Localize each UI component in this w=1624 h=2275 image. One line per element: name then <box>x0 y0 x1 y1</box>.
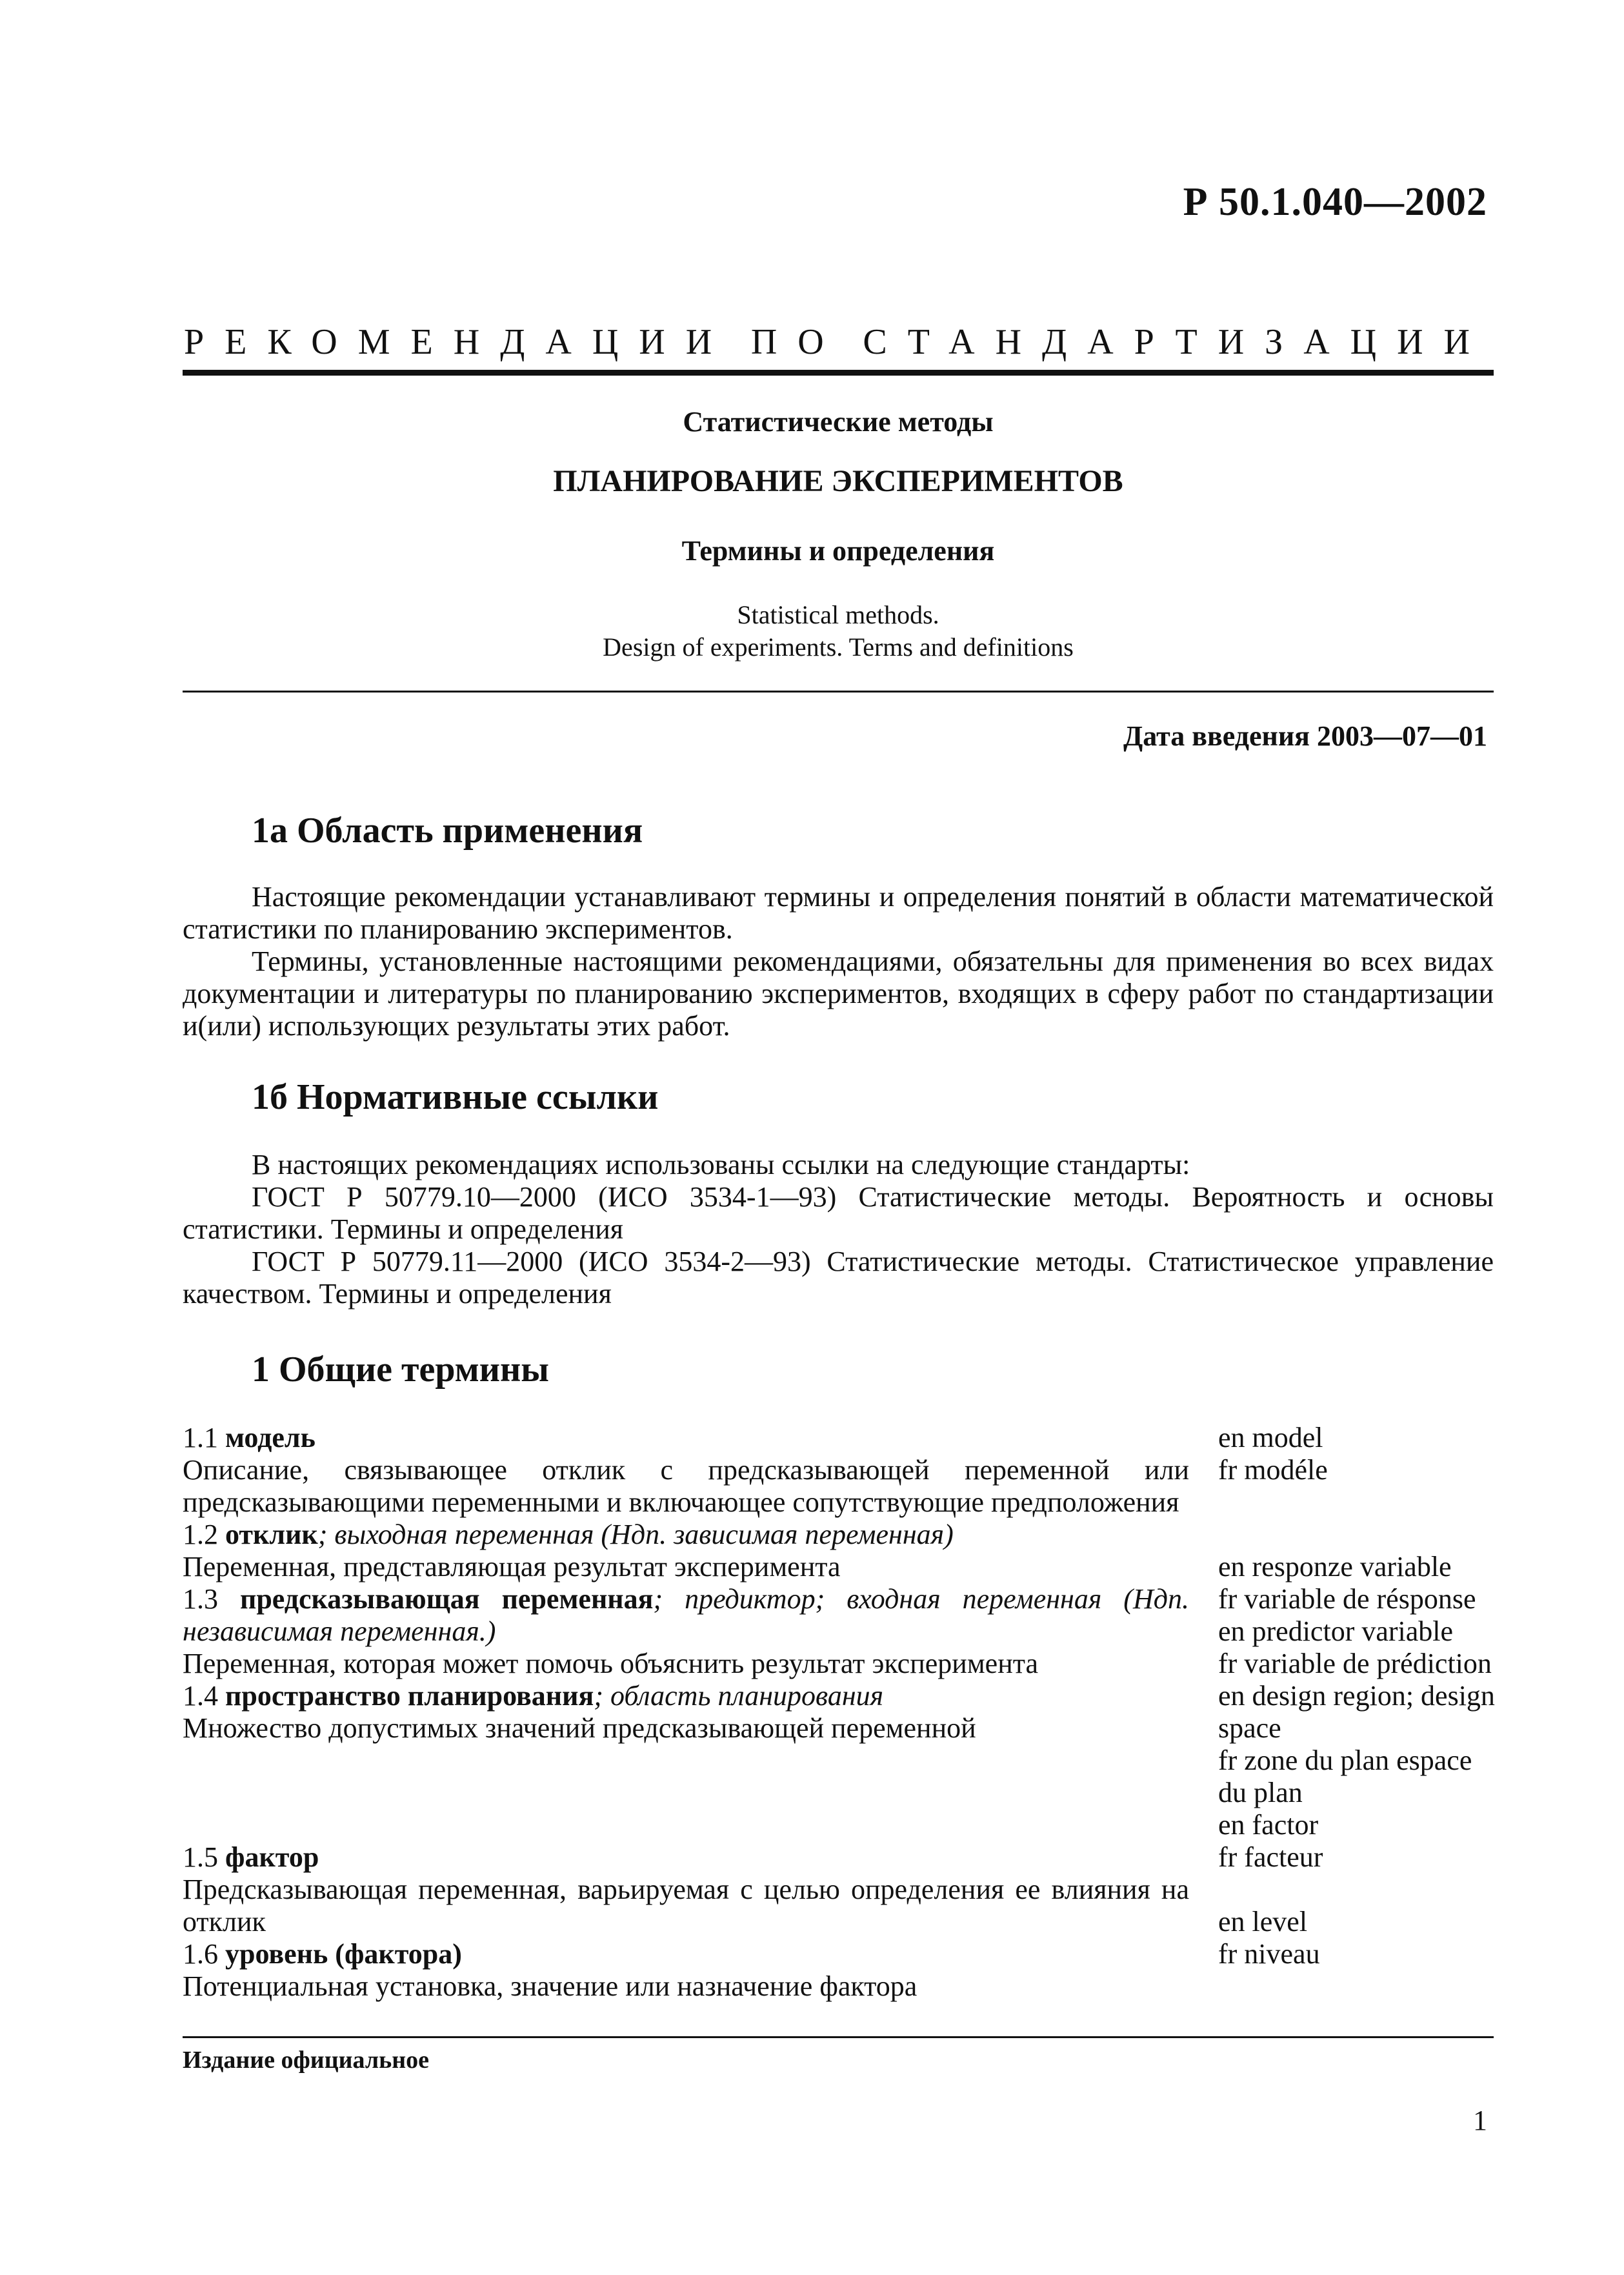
term-name: уровень (фактора) <box>225 1938 462 1970</box>
english-title <box>183 599 1494 663</box>
series-word-3: СТАНДАРТИЗАЦИИ <box>863 322 1490 362</box>
term-4-definition: Множество допустимых значений предсказывающей переменной <box>183 1712 976 1744</box>
term-4-en: en design region; design space <box>1218 1680 1495 1744</box>
section-1-heading: 1 Общие термины <box>252 1350 550 1390</box>
term-name: пространство планирования <box>225 1680 594 1712</box>
term-5-definition: Предсказывающая переменная, варьируемая с целью определения ее влияния на отклик <box>183 1874 1189 1937</box>
term-translations <box>1218 1422 1496 1970</box>
term-3-en: en predictor variable <box>1218 1615 1454 1647</box>
page-number: 1 <box>1473 2105 1487 2136</box>
term-1-fr: fr modéle <box>1218 1454 1328 1486</box>
series-word-2: ПО <box>750 322 845 362</box>
term-2-definition: Переменная, представляющая результат эксперимента <box>183 1551 841 1582</box>
subtitle: Статистические методы <box>683 406 994 438</box>
term-number: 1.1 <box>183 1422 218 1453</box>
term-5-en: en factor <box>1218 1809 1319 1841</box>
term-6-title <box>183 1938 1189 1970</box>
term-4-fr: fr zone du plan espace du plan <box>1218 1744 1472 1808</box>
header-rule <box>183 370 1494 376</box>
term-number: 1.5 <box>183 1841 218 1873</box>
series-title <box>184 321 1490 363</box>
term-synonyms: ; предиктор; входная переменная (Ндп. независимая переменная.) <box>183 1583 1189 1647</box>
term-6-en: en level <box>1218 1906 1308 1937</box>
english-title-line-1: Statistical methods. <box>737 600 939 629</box>
term-4-title <box>183 1680 1189 1712</box>
term-number: 1.2 <box>183 1519 218 1550</box>
term-2-fr: fr variable de résponse <box>1218 1583 1476 1615</box>
series-word-1: РЕКОМЕНДАЦИИ <box>184 322 733 362</box>
term-number: 1.3 <box>183 1583 218 1615</box>
terms-list <box>183 1422 1189 2003</box>
term-5-title <box>183 1841 1189 1874</box>
section-1b-paragraph-3: ГОСТ Р 50779.11—2000 (ИСО 3534-2—93) Статистические методы. Статистическое управление качеством. Термины и определения <box>183 1246 1494 1309</box>
term-1-en: en model <box>1218 1422 1323 1453</box>
term-synonyms: ; область планирования <box>594 1680 884 1712</box>
date-introduction: Дата введения 2003—07—01 <box>1123 720 1487 752</box>
term-5-fr: fr facteur <box>1218 1841 1323 1873</box>
main-title: ПЛАНИРОВАНИЕ ЭКСПЕРИМЕНТОВ <box>553 464 1123 498</box>
term-2-title <box>183 1519 1189 1551</box>
section-1b-heading: 1б Нормативные ссылки <box>252 1077 659 1117</box>
term-number: 1.6 <box>183 1938 218 1970</box>
term-3-title <box>183 1583 1189 1648</box>
term-2-en: en responze variable <box>1218 1551 1452 1582</box>
term-name: отклик <box>225 1519 318 1550</box>
english-title-line-2: Design of experiments. Terms and definitions <box>603 632 1074 662</box>
section-1a-paragraph-2: Термины, установленные настоящими рекомендациями, обязательны для применения во всех видах документации и литературы по планированию экспериментов, входящих в сферу работ по стандартизации и(или) использующих результаты этих работ. <box>183 945 1494 1042</box>
footer-rule <box>183 2036 1494 2038</box>
term-3-definition: Переменная, которая может помочь объяснить результат эксперимента <box>183 1648 1039 1679</box>
section-1a-heading: 1а Область применения <box>252 811 643 851</box>
document-number: Р 50.1.040—2002 <box>1183 180 1487 224</box>
section-1a-paragraph-1: Настоящие рекомендации устанавливают термины и определения понятий в области математической статистики по планированию экспериментов. <box>183 881 1494 945</box>
term-6-definition: Потенциальная установка, значение или назначение фактора <box>183 1970 917 2002</box>
term-name: фактор <box>225 1841 319 1873</box>
term-name: предсказывающая переменная <box>239 1583 654 1615</box>
term-1-definition: Описание, связывающее отклик с предсказывающей переменной или предсказывающими переменными и включающее сопутствующие предположения <box>183 1454 1189 1518</box>
section-1b-body <box>183 1149 1494 1310</box>
section-1b-paragraph-1: В настоящих рекомендациях использованы ссылки на следующие стандарты: <box>252 1149 1190 1180</box>
sub-title: Термины и определения <box>681 535 995 567</box>
term-synonyms: ; выходная переменная (Ндп. зависимая переменная) <box>317 1519 954 1550</box>
section-1a-body <box>183 881 1494 1042</box>
term-name: модель <box>225 1422 316 1453</box>
term-6-fr: fr niveau <box>1218 1938 1320 1970</box>
title-rule <box>183 691 1494 693</box>
edition-label: Издание официальное <box>183 2047 430 2074</box>
term-3-fr: fr variable de prédiction <box>1218 1648 1492 1679</box>
term-number: 1.4 <box>183 1680 218 1712</box>
term-1-title <box>183 1422 1189 1454</box>
section-1b-paragraph-2: ГОСТ Р 50779.10—2000 (ИСО 3534-1—93) Статистические методы. Вероятность и основы статистики. Термины и определения <box>183 1181 1494 1245</box>
